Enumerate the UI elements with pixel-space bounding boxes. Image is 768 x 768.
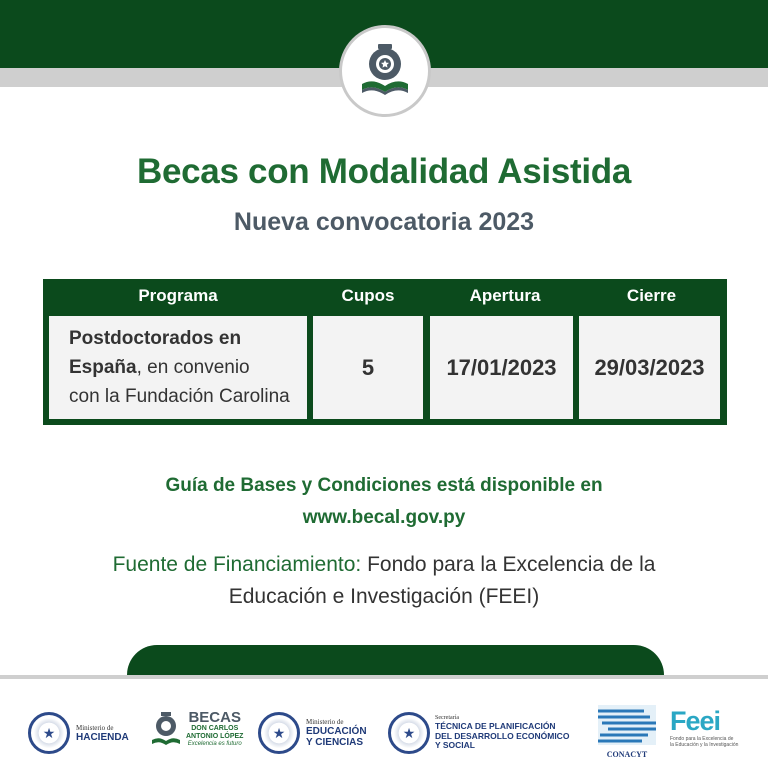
- logo-becas: [150, 710, 243, 748]
- educacion-big-2: Y CIENCIAS: [306, 737, 364, 748]
- funding-text: [0, 549, 768, 613]
- logo-conacyt: [598, 705, 656, 759]
- conacyt-label: CONACYT: [606, 750, 648, 759]
- header-cierre: Cierre: [626, 286, 677, 305]
- logo-stp: [388, 712, 569, 754]
- becas-tag: Excelencia es futuro: [187, 741, 242, 747]
- stp-line-1: TÉCNICA DE PLANIFICACIÓN: [435, 721, 556, 732]
- seal-icon: [28, 712, 70, 754]
- stp-small: Secretaría: [435, 715, 459, 722]
- conacyt-mark-icon: [598, 705, 656, 745]
- seal-icon: [258, 712, 300, 754]
- feei-wordmark: Feei: [670, 706, 721, 736]
- funding-label: Fuente de Financiamiento:: [112, 553, 362, 576]
- program-detail-1: , en convenio: [136, 357, 250, 378]
- becas-locomotive-icon: [150, 710, 182, 748]
- cell-cupos: 5: [313, 316, 423, 419]
- page-subtitle: Nueva convocatoria 2023: [233, 208, 535, 236]
- hacienda-small: Ministerio de: [76, 723, 114, 732]
- book-locomotive-icon: [354, 40, 416, 102]
- cell-programa: [49, 316, 307, 419]
- funding-text-2: Educación e Investigación (FEEI): [228, 585, 540, 608]
- header-apertura: Apertura: [469, 286, 541, 305]
- funding-text-1: Fondo para la Excelencia de la: [361, 553, 656, 576]
- header-programa: Programa: [138, 286, 218, 305]
- program-table: [43, 279, 727, 425]
- guide-text: [0, 470, 768, 534]
- becal-logo: [339, 25, 431, 117]
- program-name: Postdoctorados en España: [69, 328, 242, 378]
- header-cupos: Cupos: [341, 286, 395, 305]
- logo-feei: [670, 706, 750, 748]
- cell-apertura: 17/01/2023: [430, 316, 573, 419]
- becas-big: BECAS: [188, 709, 241, 726]
- logo-hacienda: [28, 712, 129, 754]
- guide-url-link[interactable]: www.becal.gov.py: [302, 507, 466, 528]
- stp-line-2: DEL DESARROLLO ECONÓMICO: [435, 730, 570, 741]
- stp-line-3: Y SOCIAL: [435, 740, 475, 751]
- educacion-small: Ministerio de: [306, 718, 344, 726]
- logo-educacion: [258, 712, 367, 754]
- becas-line2: ANTONIO LÓPEZ: [186, 733, 244, 740]
- educacion-big-1: EDUCACIÓN: [306, 726, 367, 737]
- guide-line: Guía de Bases y Condiciones está disponible en: [165, 475, 603, 496]
- page-title: Becas con Modalidad Asistida: [136, 152, 632, 191]
- becas-line1: DON CARLOS: [191, 725, 239, 732]
- feei-small-1: Fondo para la Excelencia de: [670, 736, 734, 742]
- program-detail-2: con la Fundación Carolina: [69, 386, 290, 407]
- seal-icon: [388, 712, 430, 754]
- hacienda-big: HACIENDA: [76, 731, 129, 743]
- cell-cierre: 29/03/2023: [579, 316, 720, 419]
- feei-small-2: la Educación y la Investigación: [670, 742, 739, 748]
